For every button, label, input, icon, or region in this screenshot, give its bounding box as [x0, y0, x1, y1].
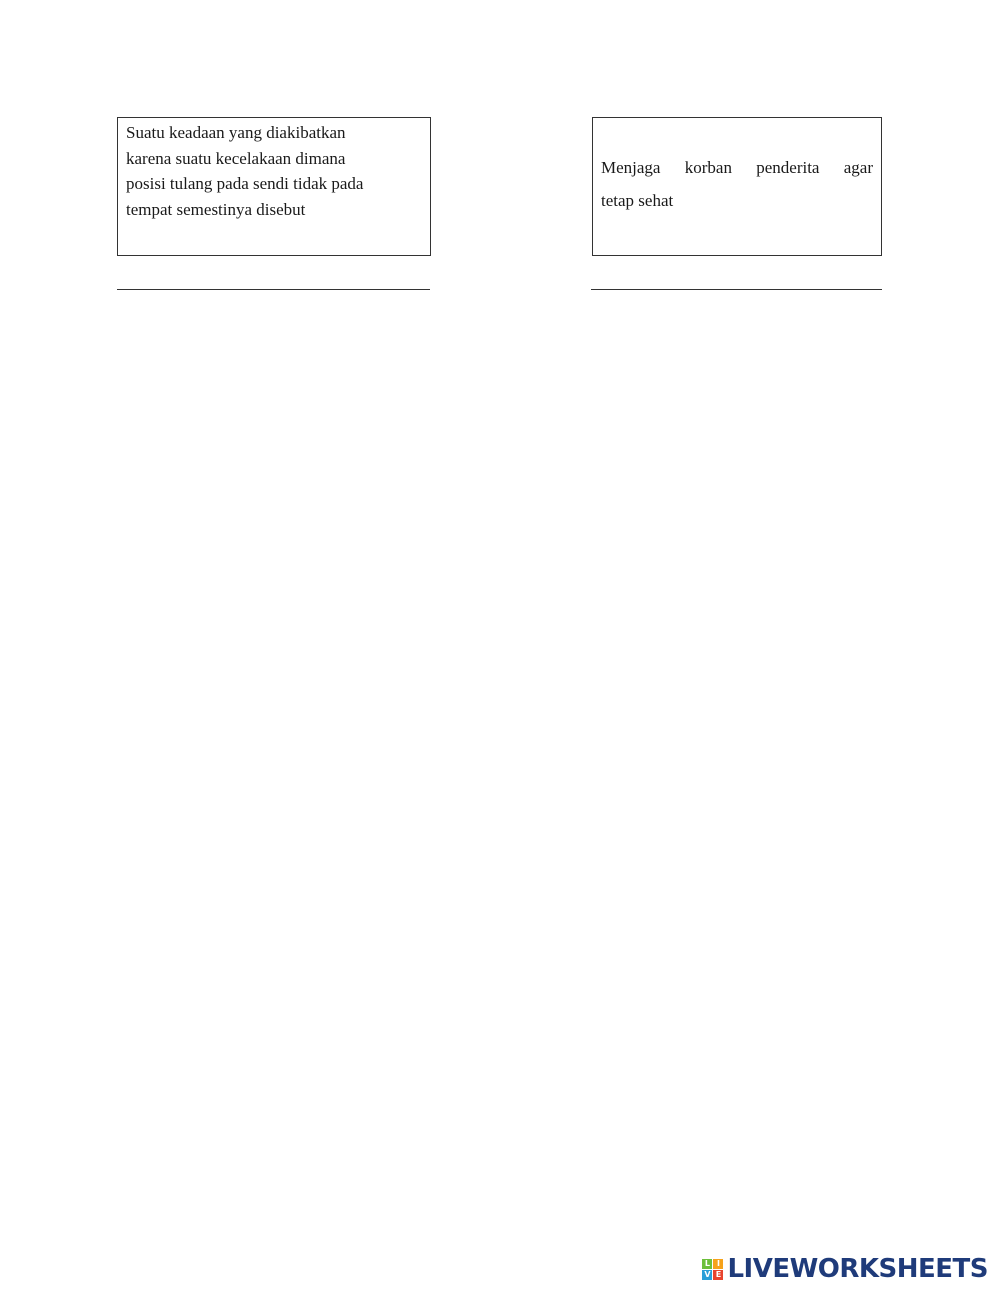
liveworksheets-logo [702, 1254, 988, 1284]
question-text-line-1: Suatu keadaan yang diakibatkan [126, 123, 346, 142]
logo-mark-cell: E [713, 1270, 723, 1280]
question-text-line-2: tetap sehat [601, 191, 674, 210]
question-card-left [117, 117, 431, 256]
question-text-line-1: Menjaga korban penderita agar [601, 158, 873, 177]
question-text-line-4: tempat semestinya disebut [126, 199, 306, 219]
logo-mark-cell: V [704, 1269, 711, 1279]
answer-line-left[interactable] [117, 289, 430, 290]
answer-line-right[interactable] [591, 289, 882, 290]
question-text-line-3: posisi tulang pada sendi tidak pada [126, 174, 364, 193]
logo-mark-icon [702, 1259, 723, 1280]
question-text-line-2: karena suatu kecelakaan dimana [126, 148, 346, 168]
logo-mark-cell: L [702, 1259, 712, 1269]
logo-mark-cell: I [713, 1259, 723, 1269]
logo-text: LIVEWORKSHEETS [727, 1254, 988, 1284]
question-card-right [592, 117, 882, 256]
